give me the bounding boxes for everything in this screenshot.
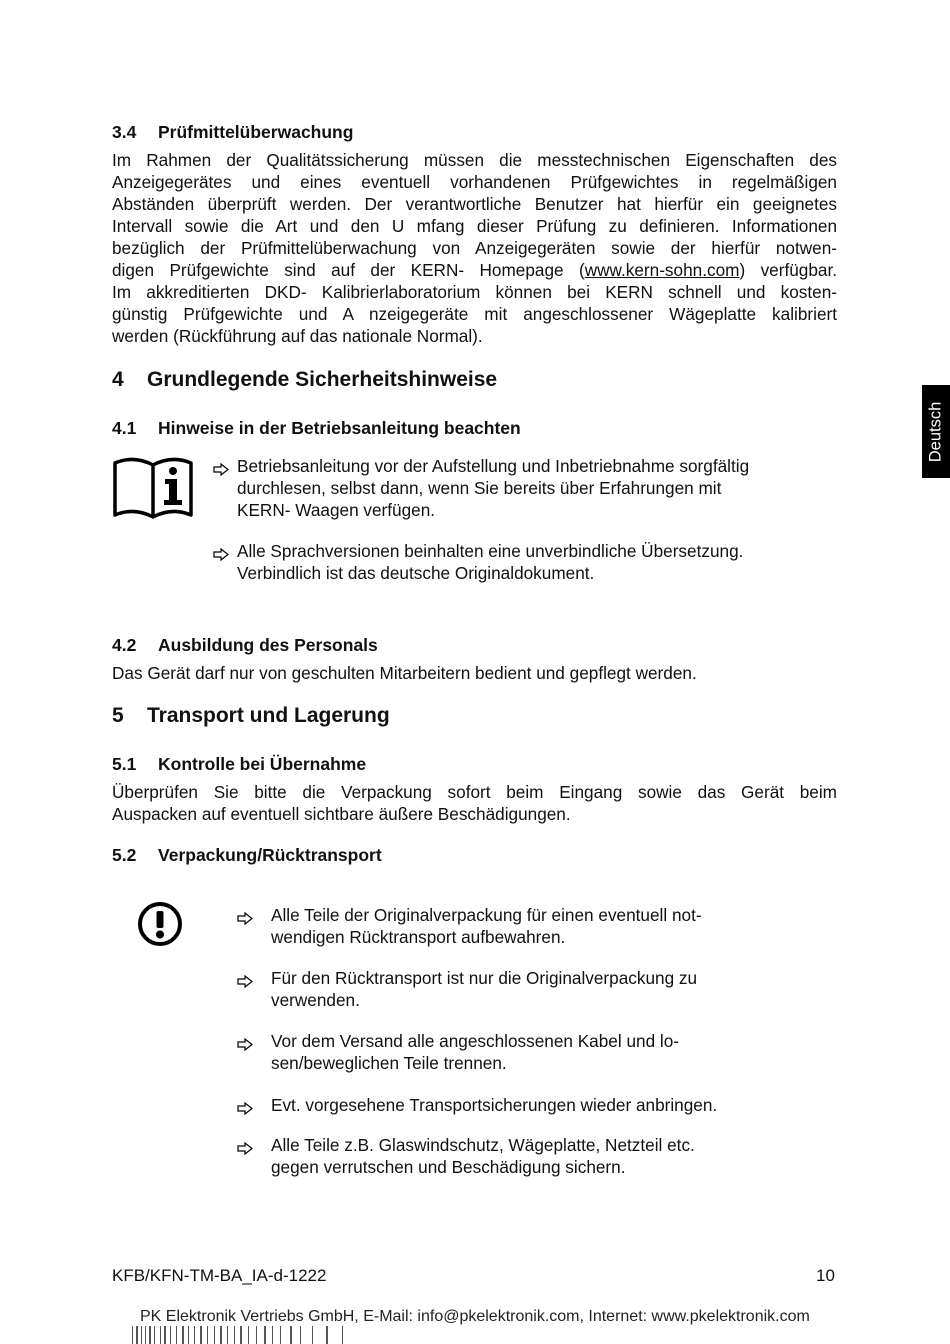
language-tab-label: Deutsch: [926, 401, 945, 462]
list-item-line: Für den Rücktransport ist nur die Originalverpackung zu: [271, 968, 698, 988]
paragraph-line: Im Rahmen der Qualitätssicherung müssen die messtechnischen Eigenschaften des: [112, 150, 837, 170]
list-item-line: Betriebsanleitung vor der Aufstellung und Inbetriebnahme sorgfältig: [237, 456, 750, 476]
list-item: [237, 904, 702, 948]
page-number: 10: [816, 1266, 835, 1285]
paragraph-line: bezüglich der Prüfmittelüberwachung von Anzeigegeräten sowie der hierfür notwen-: [112, 238, 837, 258]
list-item-line: Alle Teile z.B. Glaswindschutz, Wägeplatte, Netzteil etc.: [271, 1135, 695, 1155]
section-title: Hinweise in der Betriebsanleitung beachten: [158, 418, 521, 438]
list-item: [213, 540, 743, 584]
section-number: 4: [112, 368, 124, 391]
list-item: [237, 1030, 679, 1074]
list-item-line: Alle Sprachversionen beinhalten eine unverbindliche Übersetzung.: [237, 541, 744, 561]
section-3-4-heading: [112, 122, 353, 143]
section-number: 4.1: [112, 418, 137, 438]
list-item-line: gegen verrutschen und Beschädigung sichern.: [271, 1157, 626, 1177]
section-title: Verpackung/Rücktransport: [158, 845, 382, 865]
hollow-arrow-icon: [213, 459, 229, 472]
section-3-4-paragraph: [112, 149, 837, 347]
section-5-2-heading: [112, 845, 382, 866]
paragraph-line: Im akkreditierten DKD- Kalibrierlaboratorium können bei KERN schnell und kosten-: [112, 282, 837, 302]
line-text: ) verfügbar.: [739, 260, 838, 280]
section-number: 5.1: [112, 754, 137, 774]
section-title: Grundlegende Sicherheitshinweise: [147, 368, 498, 391]
paragraph-line: Überprüfen Sie bitte die Verpackung sofort beim Eingang sowie das Gerät beim: [112, 782, 837, 802]
paragraph-line: Intervall sowie die Art und den U mfang dieser Prüfung zu definieren. Informationen: [112, 216, 837, 236]
list-item-line: KERN- Waagen verfügen.: [237, 500, 436, 520]
kern-homepage-link[interactable]: www.kern-sohn.com: [584, 260, 740, 280]
section-number: 5: [112, 704, 124, 727]
section-4-2-paragraph: [112, 662, 837, 684]
list-item-line: wendigen Rücktransport aufbewahren.: [271, 927, 566, 947]
list-item: [237, 967, 697, 1011]
paragraph-line: Abständen überprüft werden. Der verantwortliche Benutzer hat hierfür ein geeignetes: [112, 194, 837, 214]
paragraph-line: günstig Prüfgewichte und A nzeigegeräte mit angeschlossener Wägeplatte kalibriert: [112, 304, 837, 324]
section-5-1-paragraph: [112, 781, 837, 825]
section-4-2-heading: [112, 635, 378, 656]
section-4-1-heading: [112, 418, 521, 439]
list-item-line: Vor dem Versand alle angeschlossenen Kabel und lo-: [271, 1031, 680, 1051]
hollow-arrow-icon: [237, 1098, 253, 1111]
paragraph-line: werden (Rückführung auf das nationale Normal).: [112, 326, 483, 346]
paragraph-line: Auspacken auf eventuell sichtbare äußere Beschädigungen.: [112, 804, 571, 824]
hollow-arrow-icon: [213, 544, 229, 557]
list-item-line: Alle Teile der Originalverpackung für einen eventuell not-: [271, 905, 702, 925]
list-item: [237, 1134, 695, 1178]
list-item-line: Verbindlich ist das deutsche Originaldokument.: [237, 563, 595, 583]
list-item: [237, 1094, 717, 1116]
section-5-heading: [112, 704, 390, 728]
language-tab: [922, 385, 950, 478]
paragraph-line: Das Gerät darf nur von geschulten Mitarbeitern bedient und gepflegt werden.: [112, 663, 697, 683]
section-title: Kontrolle bei Übernahme: [158, 754, 367, 774]
hollow-arrow-icon: [237, 1034, 253, 1047]
list-item-line: Evt. vorgesehene Transportsicherungen wieder anbringen.: [271, 1095, 718, 1115]
list-item-line: verwenden.: [271, 990, 360, 1010]
section-title: Transport und Lagerung: [147, 704, 390, 727]
section-number: 4.2: [112, 635, 137, 655]
hollow-arrow-icon: [237, 971, 253, 984]
distributor-stamp: PK Elektronik Vertriebs GmbH, E-Mail: info@pkelektronik.com, Internet: www.pkelektronik.com: [140, 1308, 810, 1325]
section-number: 3.4: [112, 122, 137, 142]
document-id: KFB/KFN-TM-BA_IA-d-1222: [112, 1266, 327, 1285]
section-number: 5.2: [112, 845, 137, 865]
paragraph-line-with-link: [112, 259, 837, 281]
barcode-strip: [130, 1326, 360, 1344]
exclamation-circle-icon: [136, 900, 184, 948]
hollow-arrow-icon: [237, 908, 253, 921]
section-title: Ausbildung des Personals: [158, 635, 378, 655]
section-4-heading: [112, 368, 497, 392]
hollow-arrow-icon: [237, 1138, 253, 1151]
list-item-line: sen/beweglichen Teile trennen.: [271, 1053, 507, 1073]
section-5-1-heading: [112, 754, 366, 775]
list-item-line: durchlesen, selbst dann, wenn Sie bereits über Erfahrungen mit: [237, 478, 722, 498]
book-info-icon: [112, 455, 194, 521]
list-item: [213, 455, 749, 521]
line-text: digen Prüfgewichte sind auf der KERN- Homepage (: [112, 260, 585, 280]
paragraph-line: Anzeigegerätes und eines eventuell vorhandenen Prüfgewichtes in regelmäßigen: [112, 172, 837, 192]
section-title: Prüfmittelüberwachung: [158, 122, 354, 142]
